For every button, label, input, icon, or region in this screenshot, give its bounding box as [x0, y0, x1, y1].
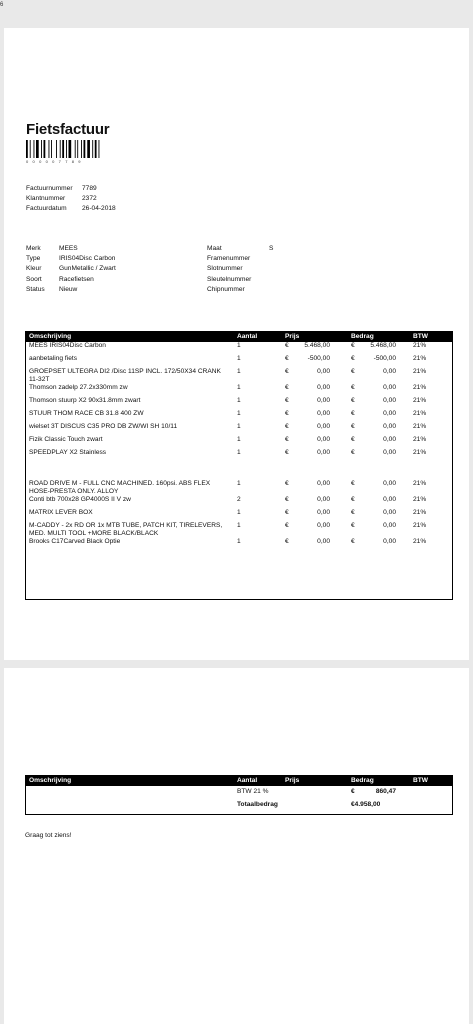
amount-currency: €: [351, 522, 355, 529]
header-vat: BTW: [409, 331, 453, 342]
total-value: €4.958,00: [351, 801, 381, 808]
bike-specs: [207, 244, 273, 295]
amount-currency: €: [351, 436, 355, 443]
barcode-digits: 0 0 0 0 0 7 7 8 9: [26, 159, 83, 164]
barcode-bar: [66, 140, 67, 158]
item-quantity: 1: [237, 423, 241, 430]
barcode-bar: [41, 140, 42, 158]
totals-header-amount: Bedrag: [347, 775, 409, 786]
lock-number-label: Slotnummer: [207, 265, 243, 273]
item-description: MEES IRIS04Disc Carbon: [29, 342, 106, 349]
kind-label: Soort: [26, 275, 42, 283]
invoice-title: Fietsfactuur: [26, 121, 110, 138]
price-currency: €: [285, 509, 289, 516]
item-description: MATRIX LEVER BOX: [29, 509, 93, 516]
item-quantity: 1: [237, 509, 241, 516]
barcode-bar: [81, 140, 82, 158]
invoice-date-label: Factuurdatum: [26, 205, 67, 213]
barcode-bar: [44, 140, 46, 158]
item-price: 0,00: [317, 397, 330, 404]
barcode-bar: [99, 140, 100, 158]
price-currency: €: [285, 410, 289, 417]
item-description: aanbetaling fiets: [29, 355, 78, 362]
item-description: SPEEDPLAY X2 Stainless: [29, 449, 107, 456]
item-quantity: 1: [237, 342, 241, 349]
barcode-bar: [75, 140, 76, 158]
table-row: [25, 509, 453, 522]
barcode-bar: [84, 140, 86, 158]
table-row: [25, 522, 453, 538]
table-row: [25, 368, 453, 384]
brand-label: Merk: [26, 245, 41, 252]
price-currency: €: [285, 480, 289, 487]
totals-header-vat: BTW: [409, 775, 453, 786]
barcode-bar: [36, 140, 39, 158]
item-amount: 0,00: [383, 509, 396, 516]
price-currency: €: [285, 522, 289, 529]
table-row: [25, 480, 453, 496]
table-row: [25, 423, 453, 436]
item-vat: 21%: [413, 538, 427, 545]
customer-number-value: 2372: [82, 195, 97, 203]
item-amount: 0,00: [383, 410, 396, 417]
amount-currency: €: [351, 496, 355, 503]
type-value: IRIS04Disc Carbon: [59, 255, 116, 263]
item-vat: 21%: [413, 368, 427, 375]
header-amount: Bedrag: [347, 331, 409, 342]
kind-value: Racefietsen: [59, 275, 94, 283]
price-currency: €: [285, 436, 289, 443]
closing-message: Graag tot ziens!: [25, 832, 72, 839]
amount-currency: €: [351, 397, 355, 404]
amount-currency: €: [351, 449, 355, 456]
price-currency: €: [285, 538, 289, 545]
item-description: Conti btb 700x28 GP4000S II V zw: [29, 496, 131, 503]
item-amount: 0,00: [383, 522, 396, 529]
barcode-bar: [95, 140, 97, 158]
amount-currency: €: [351, 355, 355, 362]
barcode-graphic: [26, 140, 104, 158]
item-price: 0,00: [317, 522, 330, 529]
total-label: Totaalbedrag: [237, 801, 278, 808]
item-quantity: 1: [237, 368, 241, 375]
item-description: Thomson stuurp X2 90x31.8mm zwart: [29, 397, 141, 404]
price-currency: €: [285, 496, 289, 503]
amount-currency: €: [351, 538, 355, 545]
status-label: Status: [26, 285, 45, 293]
item-vat: 21%: [413, 384, 427, 391]
invoice-page-2: [4, 668, 469, 1024]
table-row: [25, 384, 453, 397]
bike-details: [26, 244, 116, 295]
item-vat: 21%: [413, 496, 427, 503]
barcode-bar: [69, 140, 72, 158]
table-row: [25, 410, 453, 423]
invoice-page-1: [4, 28, 469, 660]
item-quantity: 1: [237, 410, 241, 417]
totals-header-quantity: Aantal: [233, 775, 281, 786]
total-row: [25, 801, 453, 814]
table-row: [25, 397, 453, 410]
table-row: [25, 462, 453, 480]
size-value: S: [269, 245, 274, 252]
item-description: ROAD DRIVE M - FULL CNC MACHINED. 160psi. ABS FLEX HOSE-PRESTA ONLY. ALLOY: [29, 480, 211, 495]
customer-number-label: Klantnummer: [26, 195, 66, 203]
item-description: M-CADDY - 2x RD OR 1x MTB TUBE, PATCH KIT, TIRELEVERS, MED. MULTI TOOL +MORE BLACK/BLACK: [29, 522, 223, 537]
item-amount: 0,00: [383, 423, 396, 430]
item-vat: 21%: [413, 355, 427, 362]
totals-header-price: Prijs: [281, 775, 347, 786]
barcode-bar: [30, 140, 31, 158]
item-amount: 0,00: [383, 368, 396, 375]
type-label: Type: [26, 255, 41, 263]
item-amount: 0,00: [383, 480, 396, 487]
barcode-bar: [60, 140, 61, 158]
price-currency: €: [285, 423, 289, 430]
item-description: GROEPSET ULTEGRA DI2 /Disc 11SP INCL. 172/50X34 CRANK 11-32T: [29, 368, 221, 383]
totals-header-description: Omschrijving: [25, 775, 233, 786]
item-amount: 0,00: [383, 496, 396, 503]
item-amount: 0,00: [383, 397, 396, 404]
item-vat: 21%: [413, 342, 427, 349]
price-currency: €: [285, 397, 289, 404]
barcode-bar: [77, 140, 78, 158]
item-quantity: 1: [237, 384, 241, 391]
item-quantity: 2: [237, 496, 241, 503]
page-number-mark: 6: [0, 2, 4, 8]
totals-header-row: [25, 775, 453, 786]
table-header-row: [25, 331, 453, 342]
table-row: [25, 496, 453, 509]
item-description: Fizik Classic Touch zwart: [29, 436, 103, 443]
item-amount: 0,00: [383, 436, 396, 443]
item-price: 0,00: [317, 480, 330, 487]
key-number-label: Sleutelnummer: [207, 275, 252, 283]
item-price: 0,00: [317, 410, 330, 417]
item-vat: 21%: [413, 522, 427, 529]
amount-currency: €: [351, 480, 355, 487]
price-currency: €: [285, 342, 289, 349]
price-currency: €: [285, 384, 289, 391]
size-label: Maat: [207, 245, 222, 252]
frame-number-label: Framenummer: [207, 255, 251, 263]
item-price: 0,00: [317, 423, 330, 430]
item-amount: 0,00: [383, 538, 396, 545]
item-price: 0,00: [317, 384, 330, 391]
header-quantity: Aantal: [233, 331, 281, 342]
barcode-bar: [62, 140, 64, 158]
amount-currency: €: [351, 509, 355, 516]
line-items-table: [25, 331, 453, 551]
invoice-date-value: 26-04-2018: [82, 205, 116, 213]
item-quantity: 1: [237, 397, 241, 404]
item-price: 0,00: [317, 368, 330, 375]
amount-currency: €: [351, 342, 355, 349]
vat-label: BTW 21 %: [237, 788, 269, 795]
table-row: [25, 436, 453, 449]
barcode-bar: [92, 140, 93, 158]
item-price: 0,00: [317, 449, 330, 456]
item-vat: 21%: [413, 509, 427, 516]
barcode-bar: [56, 140, 57, 158]
amount-currency: €: [351, 423, 355, 430]
item-vat: 21%: [413, 397, 427, 404]
barcode-bar: [26, 140, 28, 158]
invoice-number-label: Factuurnummer: [26, 185, 73, 192]
invoice-number-value: 7789: [82, 185, 97, 192]
amount-currency: €: [351, 384, 355, 391]
item-quantity: 1: [237, 480, 241, 487]
item-price: 0,00: [317, 538, 330, 545]
item-amount: -500,00: [373, 355, 396, 362]
item-quantity: 1: [237, 436, 241, 443]
invoice-meta: [26, 184, 116, 215]
table-row: [25, 342, 453, 355]
item-vat: 21%: [413, 449, 427, 456]
vat-amount: 860,47: [375, 788, 396, 795]
barcode-bar: [49, 140, 50, 158]
color-value: GunMetallic / Zwart: [59, 265, 116, 273]
item-price: 0,00: [317, 496, 330, 503]
amount-currency: €: [351, 368, 355, 375]
item-amount: 5.468,00: [370, 342, 396, 349]
item-description: Thomson zadelp 27.2x330mm zw: [29, 384, 128, 391]
item-price: 0,00: [317, 436, 330, 443]
item-quantity: 1: [237, 449, 241, 456]
price-currency: €: [285, 355, 289, 362]
vat-currency: €: [351, 788, 355, 795]
item-description: wielset 3T DISCUS C35 PRO DB ZW/WI SH 10/11: [29, 423, 178, 430]
brand-value: MEES: [59, 245, 78, 252]
item-description: Brooks C17Carved Black Optie: [29, 538, 121, 545]
chip-number-label: Chipnummer: [207, 285, 245, 293]
color-label: Kleur: [26, 265, 42, 273]
item-vat: 21%: [413, 436, 427, 443]
item-quantity: 1: [237, 538, 241, 545]
header-description: Omschrijving: [25, 331, 233, 342]
table-row: [25, 355, 453, 368]
status-value: Nieuw: [59, 285, 78, 293]
item-price: 5.468,00: [304, 342, 330, 349]
vat-row: [25, 786, 453, 801]
table-row: [25, 449, 453, 462]
header-price: Prijs: [281, 331, 347, 342]
amount-currency: €: [351, 410, 355, 417]
item-quantity: 1: [237, 522, 241, 529]
item-description: STUUR THOM RACE CB 31.8 400 ZW: [29, 410, 144, 417]
item-quantity: 1: [237, 355, 241, 362]
item-price: 0,00: [317, 509, 330, 516]
totals-table: [25, 775, 453, 814]
price-currency: €: [285, 449, 289, 456]
barcode-bar: [34, 140, 35, 158]
item-amount: 0,00: [383, 384, 396, 391]
barcode-bar: [51, 140, 52, 158]
price-currency: €: [285, 368, 289, 375]
item-vat: 21%: [413, 480, 427, 487]
item-amount: 0,00: [383, 449, 396, 456]
barcode-bar: [87, 140, 90, 158]
item-vat: 21%: [413, 410, 427, 417]
item-vat: 21%: [413, 423, 427, 430]
item-price: -500,00: [307, 355, 330, 362]
table-row: [25, 538, 453, 551]
